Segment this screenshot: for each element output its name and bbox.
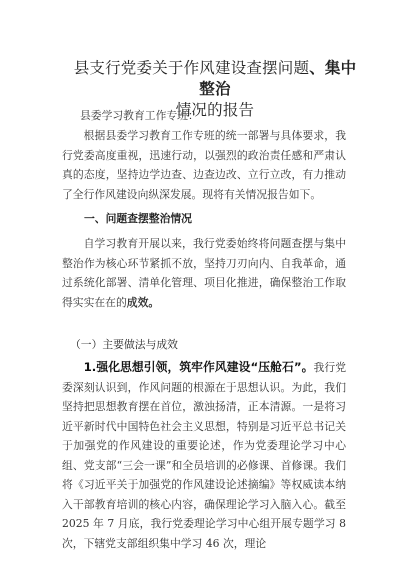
paragraph-2 xyxy=(62,234,346,312)
title-part1: 县支行党委关于作风建设查摆问题 xyxy=(73,59,310,77)
title-line2: 情况的报告 xyxy=(175,101,255,119)
salutation: 县委学习教育工作专班： xyxy=(80,109,199,122)
subsection-heading: （一）主要做法与成效 xyxy=(70,338,178,351)
section-heading-1: 一、问题查摆整治情况 xyxy=(84,212,192,225)
intro-paragraph: 根据县委学习教育工作专班的统一部署与具体要求，我行党委高度重视，迅速行动，以强烈的政治责任感和严肃认真的态度，坚持边学边查、边查边改、立行立改，有力推动了全行作风建设向纵深发展。现将有关情况报告如下。 xyxy=(62,129,346,201)
paragraph-2-end: 成效。 xyxy=(126,295,160,309)
title-part2: 、集中整治 xyxy=(199,59,357,98)
paragraph-3 xyxy=(62,358,346,553)
paragraph-2-text: 自学习教育开展以来，我行党委始终将问题查摆与集中整治作为核心环节紧抓不放，坚持刀刃向内、自我革命，通过系统化部署、清单化管理、项目化推进，确保整治工作取得实实在在的 xyxy=(62,237,346,309)
paragraph-3-lead: 1.强化思想引领，筑牢作风建设“压舱石”。 xyxy=(83,360,314,374)
paragraph-3-text: 我行党委深刻认识到，作风问题的根源在于思想认识。为此，我们坚持把思想教育摆在首位，激浊扬清，正本清源。一是将习近平新时代中国特色社会主义思想，特别是习近平总书记关于加强党的作风建设的重要论述，作为党委理论学习中心组、党支部“三会一课”和全员培训的必修课、首修课。我们将《习近平关于加强党的作风建设论述摘编》等权威读本纳入干部教育培训的核心内容，确保理论学习入脑入心。截至 2025 年 7 月底，我行党委理论学习中心组开展专题学习 8 次，下辖党支部组织集中学习 46 次，理论 xyxy=(62,361,347,550)
